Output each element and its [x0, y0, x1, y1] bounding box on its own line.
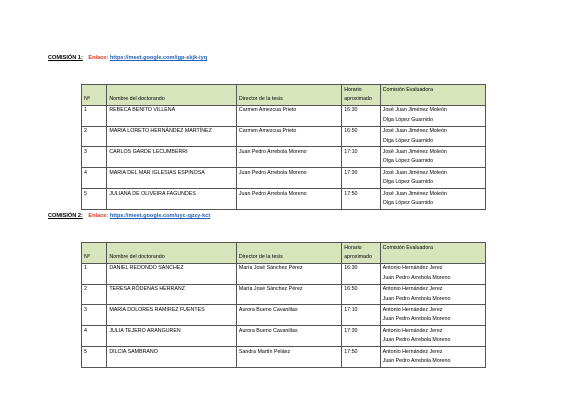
cell-nombre: JULIANA DE OLIVEIRA FAGUNDES [107, 189, 237, 210]
header-num: Nº [82, 243, 107, 264]
header-horario-line1: Horario [344, 244, 362, 251]
table-row [82, 189, 486, 210]
cell-comision [380, 147, 485, 168]
evaluator-name: Olga López Guarnido [382, 199, 434, 206]
table-row [82, 105, 486, 126]
cell-director: María José Sánchez Pérez [236, 263, 341, 284]
cell-comision [380, 105, 485, 126]
commission-title: COMISIÓN 2: [48, 213, 83, 219]
evaluator-name: Olga López Guarnido [382, 179, 434, 186]
table-row [82, 263, 486, 284]
commission-title: COMISIÓN 1: [48, 55, 83, 61]
evaluator-name: José Juan Jiménez Moleón [382, 107, 447, 114]
cell-director: Aurora Bueno Cavanillas [236, 326, 341, 347]
cell-hora: 17:50 [342, 347, 380, 368]
header-nombre: Nombre del doctorando [107, 243, 237, 264]
cell-num: 3 [82, 147, 107, 168]
evaluator-name: José Juan Jiménez Moleón [382, 128, 447, 135]
table-row [82, 284, 486, 305]
cell-comision [380, 126, 485, 147]
cell-nombre: TERESA RÓDENAS HERRANZ [107, 284, 237, 305]
cell-num: 4 [82, 168, 107, 189]
evaluator-name: Olga López Guarnido [382, 137, 434, 144]
evaluator-name: Antonio Hernández Jerez [382, 348, 443, 355]
cell-num: 2 [82, 284, 107, 305]
header-comision: Comisión Evaluadora [380, 243, 485, 264]
header-director: Director de la tesis [236, 85, 341, 106]
table-row [82, 168, 486, 189]
cell-hora: 17:10 [342, 147, 380, 168]
cell-num: 4 [82, 326, 107, 347]
cell-nombre: JULIA TEJERO ARANGUREN [107, 326, 237, 347]
cell-director: Sandra Martín Peláez [236, 347, 341, 368]
cell-num: 1 [82, 263, 107, 284]
header-horario [342, 243, 380, 264]
evaluator-name: José Juan Jiménez Moleón [382, 148, 447, 155]
cell-comision [380, 347, 485, 368]
cell-num: 5 [82, 347, 107, 368]
cell-hora: 17:30 [342, 168, 380, 189]
cell-hora: 16:30 [342, 263, 380, 284]
meet-link[interactable]: https://meet.google.com/uyc-qpzy-kct [109, 213, 211, 219]
cell-num: 3 [82, 305, 107, 326]
cell-director: Juan Pedro Arrebola Moreno [236, 189, 341, 210]
evaluator-name: Juan Pedro Arrebola Moreno [382, 274, 451, 281]
evaluator-name: Antonio Hernández Jerez [382, 265, 443, 272]
header-nombre: Nombre del doctorando [107, 85, 237, 106]
evaluator-name: Olga López Guarnido [382, 158, 434, 165]
cell-nombre: MARIA DEL MAR IGLESIAS ESPINOSA [107, 168, 237, 189]
evaluator-name: José Juan Jiménez Moleón [382, 169, 447, 176]
header-horario-line2: aproximado [344, 253, 372, 260]
cell-hora: 16:50 [342, 126, 380, 147]
cell-comision [380, 326, 485, 347]
cell-comision [380, 168, 485, 189]
table-row [82, 305, 486, 326]
table-row [82, 126, 486, 147]
header-num: Nº [82, 85, 107, 106]
cell-director: Juan Pedro Arrebola Moreno [236, 147, 341, 168]
table-row [82, 347, 486, 368]
evaluator-name: Juan Pedro Arrebola Moreno [382, 295, 451, 302]
evaluator-name: Olga López Guarnido [382, 116, 434, 123]
commission-1-rows [82, 105, 486, 209]
cell-num: 2 [82, 126, 107, 147]
meet-link[interactable]: https://meet.google.com/igp-skjk-iyq [109, 55, 208, 61]
evaluator-name: Juan Pedro Arrebola Moreno [382, 337, 451, 344]
cell-director: Carmen Amezcua Prieto [236, 105, 341, 126]
evaluator-name: Antonio Hernández Jerez [382, 327, 443, 334]
link-label: Enlace: [88, 55, 109, 61]
header-horario [342, 85, 380, 106]
cell-hora: 16:50 [342, 284, 380, 305]
cell-nombre: DANIEL REDONDO SANCHEZ [107, 263, 237, 284]
cell-comision [380, 305, 485, 326]
cell-num: 1 [82, 105, 107, 126]
table-row [82, 326, 486, 347]
commission-1-table [81, 84, 486, 210]
cell-nombre: DILCIA SAMBRANO [107, 347, 237, 368]
cell-director: María José Sánchez Pérez [236, 284, 341, 305]
cell-nombre: CARLOS GARDE LECUMBERRI [107, 147, 237, 168]
commission-2-heading [48, 213, 210, 219]
cell-hora: 17:30 [342, 326, 380, 347]
evaluator-name: Juan Pedro Arrebola Moreno [382, 316, 451, 323]
header-director: Director de la tesis [236, 243, 341, 264]
cell-comision [380, 263, 485, 284]
cell-num: 5 [82, 189, 107, 210]
table-header-row [82, 243, 486, 264]
cell-hora: 17:50 [342, 189, 380, 210]
cell-hora: 16:30 [342, 105, 380, 126]
evaluator-name: Antonio Hernández Jerez [382, 286, 443, 293]
cell-hora: 17:10 [342, 305, 380, 326]
header-horario-line1: Horario [344, 86, 362, 93]
cell-nombre: MARIA DOLORES RAMIREZ FUENTES [107, 305, 237, 326]
cell-director: Aurora Bueno Cavanillas [236, 305, 341, 326]
evaluator-name: Antonio Hernández Jerez [382, 306, 443, 313]
cell-nombre: REBECA BENITO VILLENA [107, 105, 237, 126]
link-label: Enlace: [88, 213, 109, 219]
cell-director: Juan Pedro Arrebola Moreno [236, 168, 341, 189]
table-row [82, 147, 486, 168]
cell-comision [380, 284, 485, 305]
evaluator-name: José Juan Jiménez Moleón [382, 190, 447, 197]
cell-nombre: MARIA LORETO HERNÁNDEZ MARTÍNEZ [107, 126, 237, 147]
commission-1-heading [48, 55, 207, 61]
header-horario-line2: aproximado [344, 95, 372, 102]
commission-2-table [81, 242, 486, 368]
cell-director: Carmen Amezcua Prieto [236, 126, 341, 147]
table-header-row [82, 85, 486, 106]
evaluator-name: Juan Pedro Arrebola Moreno [382, 357, 451, 364]
header-comision: Comisión Evaluadora [380, 85, 485, 106]
cell-comision [380, 189, 485, 210]
commission-2-rows [82, 263, 486, 367]
